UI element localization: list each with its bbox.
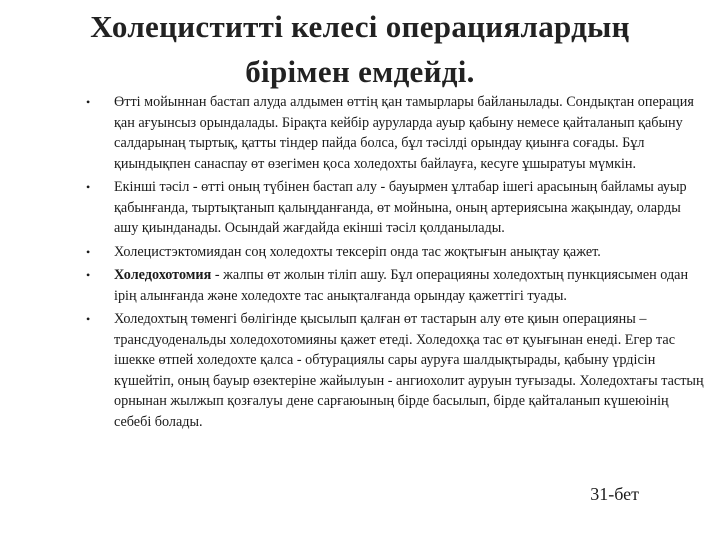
bullet-icon: • <box>86 180 91 194</box>
list-item-text: - жалпы өт жолын тіліп ашу. Бұл операцияны холедохтың пункциясымен одан ірің алынғанда және холедохте тас анықталғанда орындау қажеттігі туады. <box>114 267 689 304</box>
list-item-text: Өтті мойыннан бастап алуда алдымен өттің қан тамырлары байланылады. Сондықтан операция қан ағуынсыз орындалады. Бірақта кейбір ауруларда ауыр қабыну немесе қайталанып қабыну салдарынаң тыртық, қатты тіндер пайда болса, бұл тәсілді орындау қиынға соғады. Бұл қиындықпен санаспау өт өзегімен қоса холедохты байлауға, кесуге ұшыратуы мүмкін. <box>114 94 694 172</box>
list-item-text: Холецистэктомиядан соң холедохты тексеріп онда тас жоқтығын анықтау қажет. <box>114 243 601 260</box>
list-item-text: Холедохтың төменгі бөлігінде қысылып қалған өт тастарын алу өте қиын операцияны –трансдуоденальды холедохотомияны қажет етеді. Холедохқа тас өт қуығынан енеді. Егер тас ішекке өтпей холедохте қалса - обтурациялы сары ауруға шалдықтырады, қабыну үрдісін күшейтіп, оның бауыр өзектеріне жайылуын - ангиохолит ауруын туғызады. Холедохтағы тастың орнынан жылжып қозғалуы дене сарғаюының бірде басылып, бірде қайталанып күшеюінің себебі болады. <box>114 311 704 430</box>
bullet-icon: • <box>86 95 91 109</box>
list-item-1 <box>86 92 706 174</box>
list-item-5 <box>86 309 706 432</box>
list-item-4 <box>86 265 706 306</box>
list-item-text: Екінші тәсіл - өтті оның түбінен бастап алу - бауырмен ұлтабар ішегі арасының байламы ауыр қабынғанда, тыртықтанып қалыңданғанда, өт мойнына, оның артериясына жақындау, оларды ашу қиынданады. Осындай жағдайда екінші тәсіл қолданылады. <box>114 179 687 236</box>
slide-title-line-2: бірімен емдейді. <box>245 54 475 89</box>
bullet-icon: • <box>86 268 91 282</box>
page-number: 31-бет <box>590 484 639 504</box>
bullet-list <box>86 92 706 435</box>
bullet-icon: • <box>86 244 91 259</box>
slide-title <box>40 4 680 94</box>
term-holedohotomiya: Холедохотомия <box>114 267 212 283</box>
bullet-icon: • <box>86 312 91 326</box>
list-item-3 <box>86 242 706 263</box>
slide-title-line-1: Холециститті келесі операциялардың <box>90 9 630 44</box>
list-item-2 <box>86 177 706 239</box>
